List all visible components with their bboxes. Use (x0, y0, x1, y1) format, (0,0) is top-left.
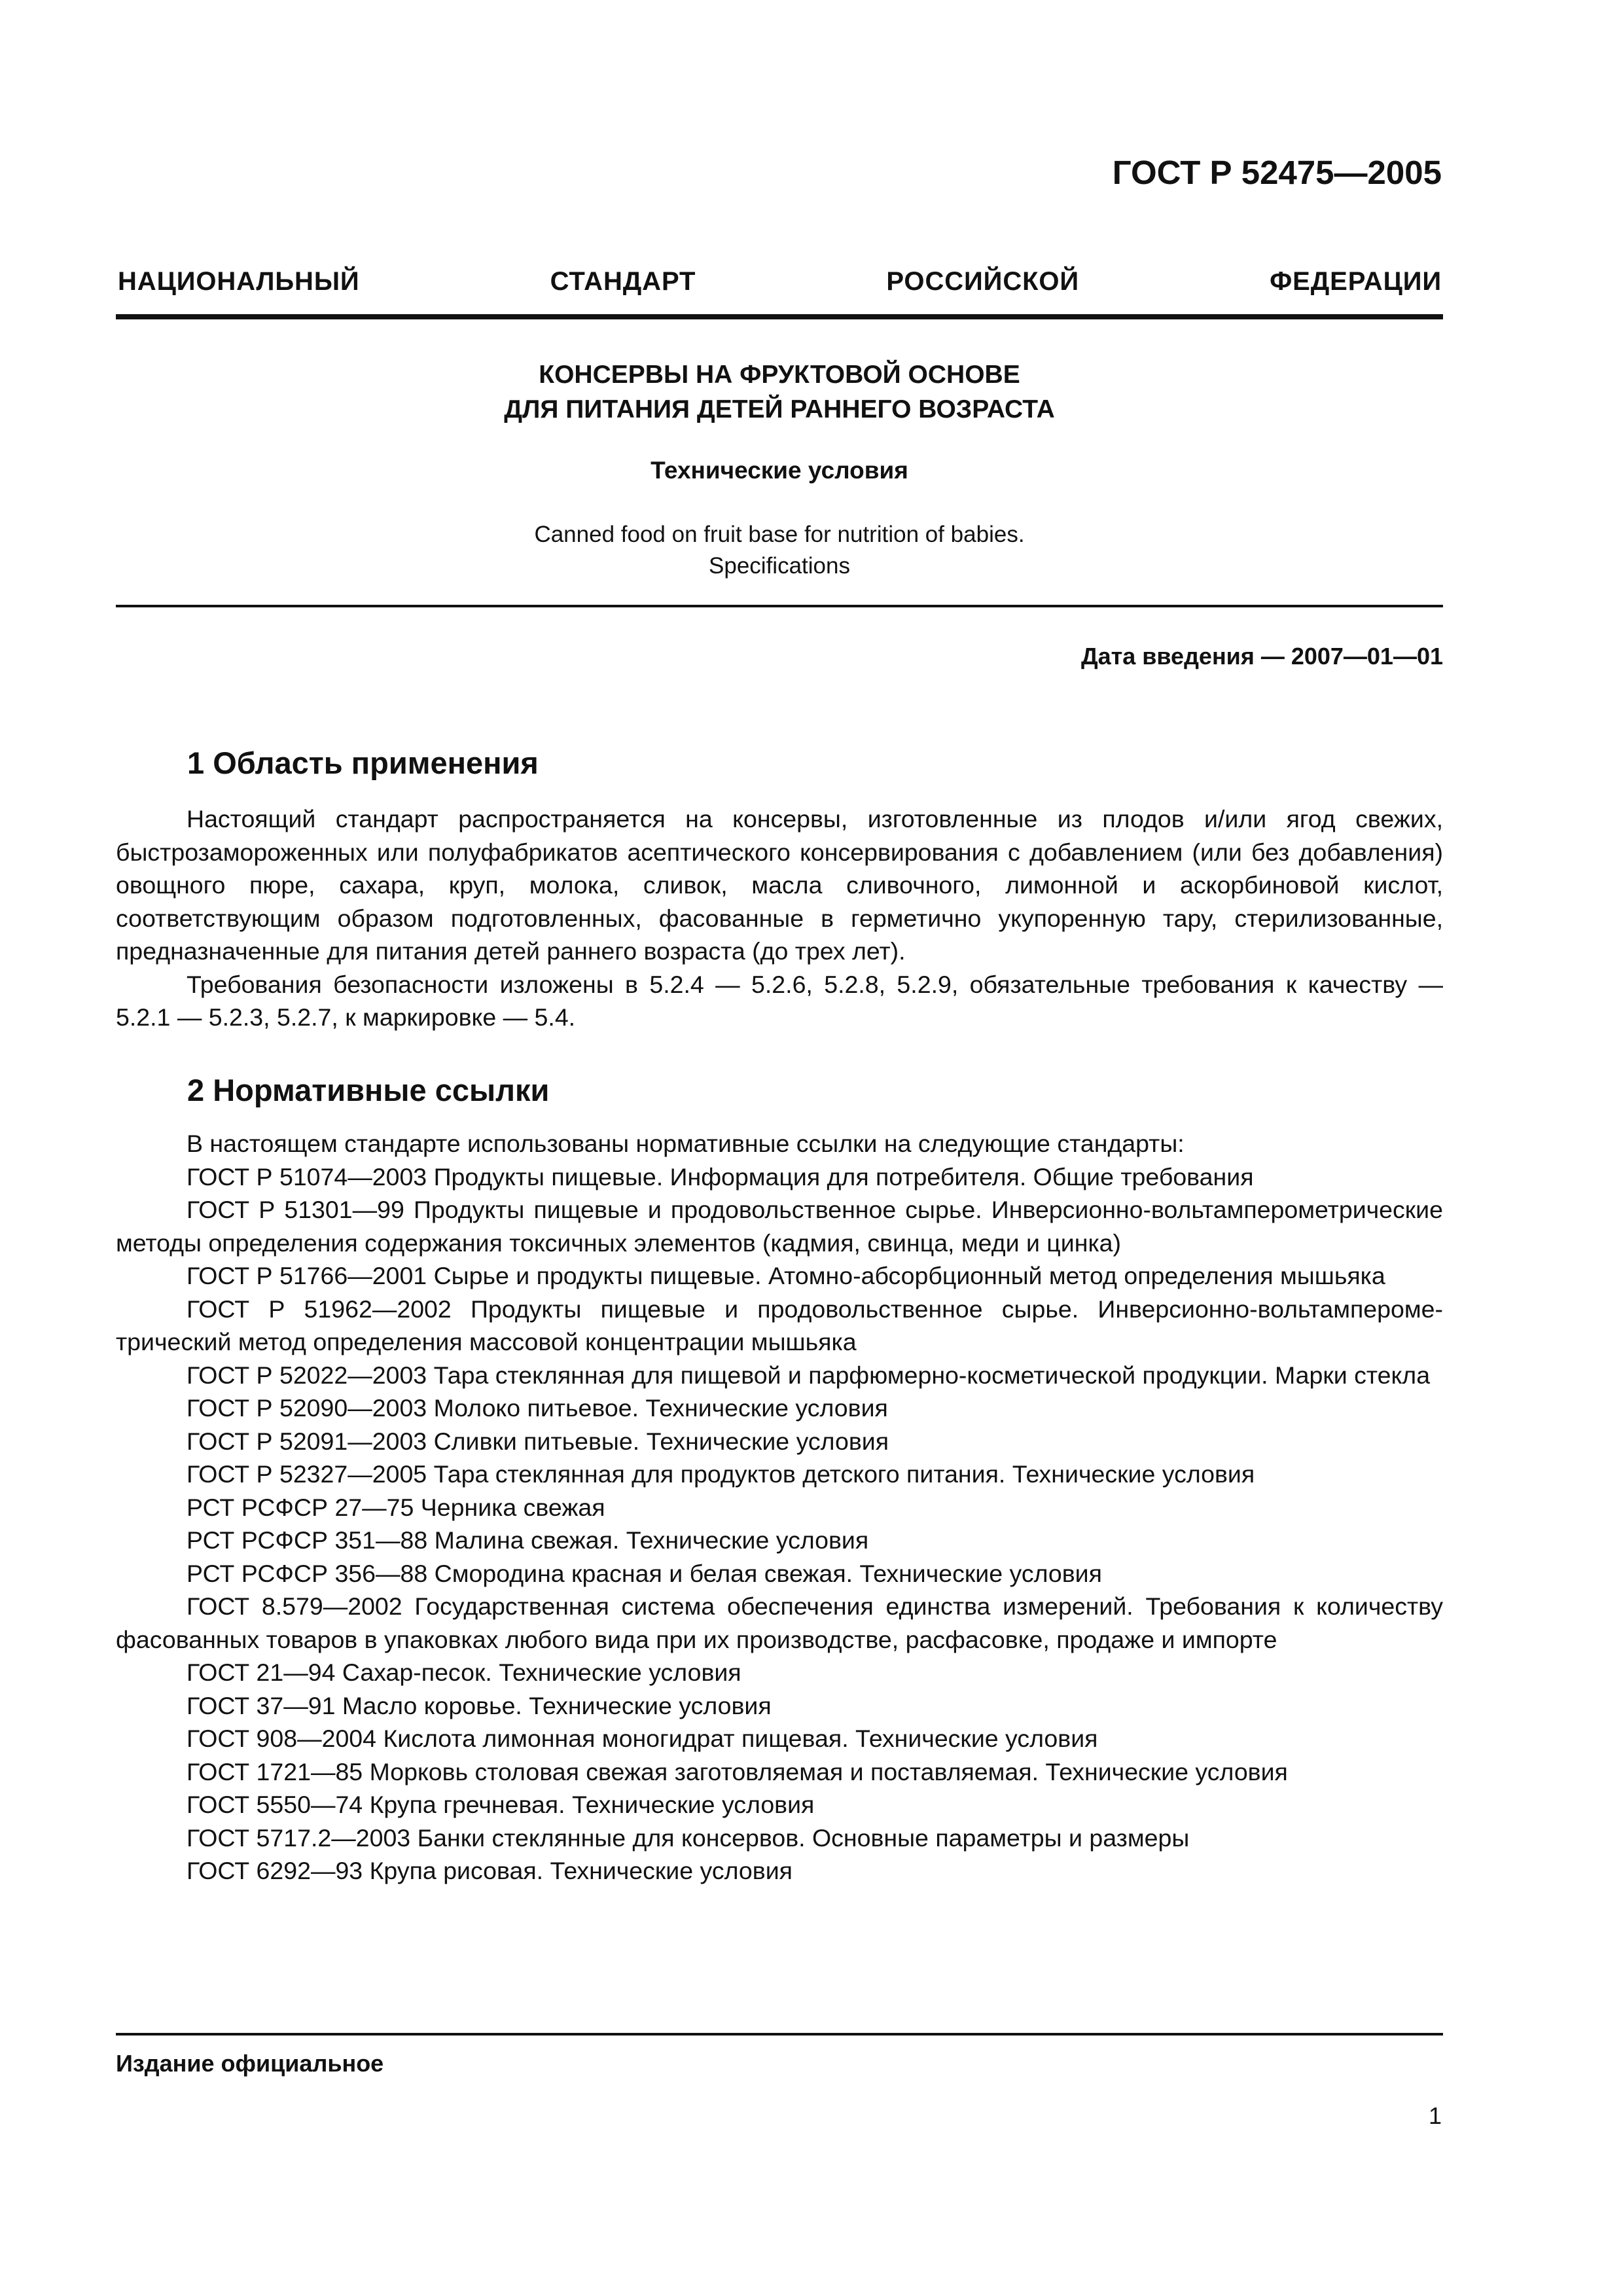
reference-item: РСТ РСФСР 356—88 Смородина красная и белая свежая. Технические условия (187, 1559, 1102, 1587)
section-2-heading: 2 Нормативные ссылки (187, 1073, 550, 1107)
page-number: 1 (1428, 2102, 1442, 2129)
document-code: ГОСТ Р 52475—2005 (1112, 154, 1442, 191)
reference-item: ГОСТ 21—94 Сахар-песок. Технические условия (187, 1659, 741, 1686)
official-edition-label: Издание официальное (116, 2050, 384, 2077)
national-standard-heading: НАЦИОНАЛЬНЫЙ СТАНДАРТ РОССИЙСКОЙ ФЕДЕРАЦИИ (118, 267, 1442, 296)
section-1-heading: 1 Область применения (187, 745, 539, 780)
section-1-paragraph: Требования безопасности изложены в 5.2.4 — 5.2.6, 5.2.8, 5.2.9, обязательные требования к качеству — 5.2.1 — 5.2.3, 5.2.7, к маркировке — 5.4. (116, 970, 1443, 1031)
section-1-body (116, 802, 1443, 1034)
title-divider (116, 605, 1443, 607)
reference-item: ГОСТ Р 52091—2003 Сливки питьевые. Технические условия (187, 1427, 889, 1455)
reference-item: РСТ РСФСР 27—75 Черника свежая (187, 1493, 605, 1521)
english-title (116, 519, 1443, 582)
english-title-line-2: Specifications (709, 553, 850, 579)
title-line-1: КОНСЕРВЫ НА ФРУКТОВОЙ ОСНОВЕ (539, 361, 1020, 389)
reference-item: ГОСТ Р 52090—2003 Молоко питьевое. Технические условия (187, 1394, 888, 1422)
title-line-2: ДЛЯ ПИТАНИЯ ДЕТЕЙ РАННЕГО ВОЗРАСТА (504, 395, 1055, 423)
reference-item: ГОСТ 5717.2—2003 Банки стеклянные для консервов. Основные параметры и размеры (187, 1823, 1190, 1852)
header-divider (116, 314, 1443, 319)
english-title-line-1: Canned food on fruit base for nutrition of babies. (534, 522, 1025, 547)
reference-item: ГОСТ Р 52327—2005 Тара стеклянная для продуктов детского питания. Технические условия (187, 1460, 1255, 1488)
reference-item: ГОСТ Р 51766—2001 Сырье и продукты пищевые. Атомно-абсорбционный метод определения мышьяка (187, 1262, 1385, 1289)
reference-item: ГОСТ 6292—93 Крупа рисовая. Технические условия (187, 1857, 793, 1884)
reference-item: ГОСТ Р 52022—2003 Тара стеклянная для пищевой и парфюмерно-косметической продукции. Марки стекла (187, 1361, 1431, 1389)
section-1-paragraph: Настоящий стандарт распространяется на консервы, изготовленные из плодов и/или ягод свежих, быстрозамороженных или полуфабрикатов асептического консервирования с добавлением (или без добавления) овощного пюре, сахара, круп, молока, сливок, масла сливочного, лимонной и аскорбиновой кислот, соответствующим образом подготовленных, фасованные в герметично укупоренную тару, стерилизованные, предназначенные для питания детей раннего возраста (до трех лет). (116, 805, 1443, 965)
reference-item: РСТ РСФСР 351—88 Малина свежая. Технические условия (187, 1526, 869, 1554)
footer-divider (116, 2033, 1443, 2036)
reference-item: ГОСТ Р 51301—99 Продукты пищевые и продовольственное сырье. Инверсионно-вольтамперометрические методы определения содержания токсичных элементов (кадмия, свинца, меди и цинка) (116, 1196, 1443, 1257)
reference-item: ГОСТ 37—91 Масло коровье. Технические условия (187, 1691, 772, 1719)
section-2-body (116, 1127, 1443, 1888)
reference-item: ГОСТ 908—2004 Кислота лимонная моногидрат пищевая. Технические условия (187, 1725, 1098, 1752)
reference-item: ГОСТ 1721—85 Морковь столовая свежая заготовляемая и поставляемая. Технические условия (187, 1757, 1288, 1785)
document-title (116, 357, 1443, 427)
reference-item: ГОСТ Р 51962—2002 Продукты пищевые и продовольственное сырье. Инверсионно-вольтамперометрический метод определения массовой концентрации мышьяка (116, 1295, 1443, 1355)
reference-item: ГОСТ 8.579—2002 Государственная система обеспечения единства измерений. Требования к количеству фасованных товаров в упаковках любого вида при их производстве, расфасовке, продаже и импорте (116, 1592, 1443, 1653)
section-2-intro: В настоящем стандарте использованы нормативные ссылки на следующие стандарты: (187, 1130, 1185, 1157)
introduction-date: Дата введения — 2007—01—01 (1080, 643, 1443, 670)
reference-item: ГОСТ 5550—74 Крупа гречневая. Технические условия (187, 1791, 815, 1818)
document-subtitle: Технические условия (651, 457, 908, 484)
reference-item: ГОСТ Р 51074—2003 Продукты пищевые. Информация для потребителя. Общие требования (187, 1162, 1254, 1191)
